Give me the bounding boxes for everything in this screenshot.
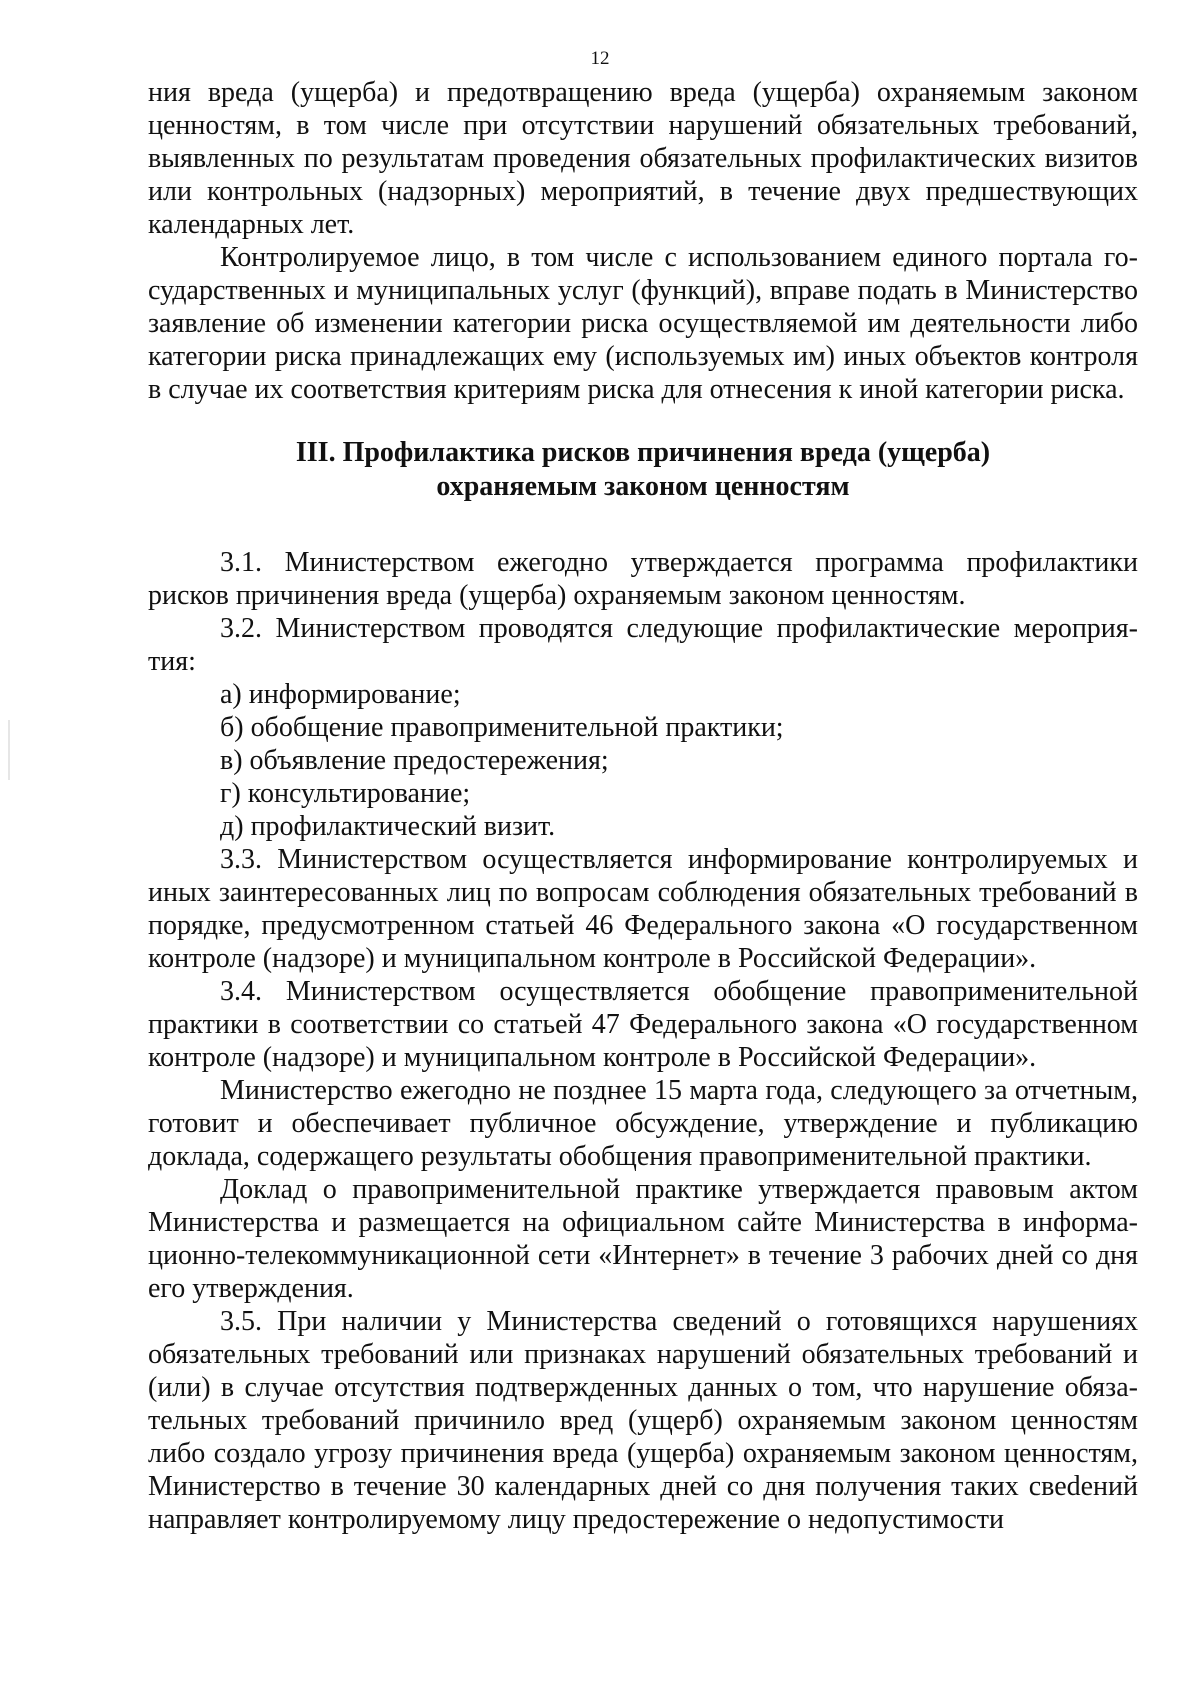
- paragraph-risk-category-change: Контролируемое лицо, в том числе с использованием единого портала государственных и муниципальных услуг (функций), вправе подать в Министерство заявление об изменении категории риска осуществляемой им деятельности либо категории риска принадлежащих ему (используемых им) иных объектов контроля в случае их соответствия критериям риска для отнесения к иной категории риска.: [148, 242, 1138, 405]
- paragraph-3-2: 3.2. Министерством проводятся следующие профилактические мероприятия:: [148, 613, 1138, 677]
- paragraph-3-4: 3.4. Министерством осуществляется обобщение правоприменительной практики в соответствии со статьей 47 Федерального закона «О государственном контроле (надзоре) и муниципальном контроле в Российской Федерации».: [148, 976, 1138, 1073]
- list-item-warning: в) объявление предостережения;: [220, 745, 609, 776]
- section-heading: [148, 436, 1138, 504]
- page-number: 12: [590, 48, 610, 69]
- list-item-practice-generalization: б) обобщение правоприменительной практики;: [220, 712, 784, 743]
- paragraph-continuation: ния вреда (ущерба) и предотвращению вреда (ущерба) охраняемым законом ценностям, в том числе при отсутствии нарушений обязательных требований, выявленных по результатам проведения обязательных профилактических визитов или контрольных (надзорных) мероприятий, в течение двух предшествующих календарных лет.: [148, 77, 1138, 240]
- paragraph-3-5: 3.5. При наличии у Министерства сведений о готовящихся нарушениях обязательных требований или признаках нарушений обязательных требований и (или) в случае отсутствия подтвержденных данных о том, что нарушение обязательных требований причинило вред (ущерб) охраняемым законом ценностям либо создало угрозу причинения вреда (ущерба) охраняемым законом ценностям, Министерство в течение 30 календарных дней со дня получения таких свеdений направляет контролируемому лицу предостережение о недопустимости: [148, 1306, 1138, 1535]
- paragraph-3-3: 3.3. Министерством осуществляется информирование контролируемых и иных заинтересованных лиц по вопросам соблюдения обязательных требований в порядке, предусмотренном статьей 46 Федерального закона «О государственном контроле (надзоре) и муниципальном контроле в Российской Федерации».: [148, 844, 1138, 974]
- paragraph-annual-report: Министерство ежегодно не позднее 15 марта года, следующего за отчетным, готовит и обеспечивает публичное обсуждение, утверждение и публикацию доклада, содержащего результаты обобщения правоприменительной практики.: [148, 1075, 1138, 1172]
- list-item-consulting: г) консультирование;: [220, 778, 471, 809]
- paragraph-3-1: 3.1. Министерством ежегодно утверждается программа профилактики рисков причинения вреда (ущерба) охраняемым законом ценностям.: [148, 547, 1138, 611]
- list-item-preventive-visit: д) профилактический визит.: [220, 811, 556, 842]
- scan-margin-mark: [8, 720, 10, 780]
- document-body: [148, 76, 1138, 1536]
- section-heading-line-1: III. Профилактика рисков причинения вреда (ущерба): [295, 437, 991, 468]
- list-item-informing: а) информирование;: [220, 679, 461, 710]
- paragraph-report-publication: Доклад о правоприменительной практике утверждается правовым актом Министерства и размещается на официальном сайте Министерства в информационно-телекоммуникационной сети «Интернет» в течение 3 рабочих дней со дня его утверждения.: [148, 1174, 1138, 1304]
- section-heading-line-2: охраняемым законом ценностям: [436, 471, 850, 502]
